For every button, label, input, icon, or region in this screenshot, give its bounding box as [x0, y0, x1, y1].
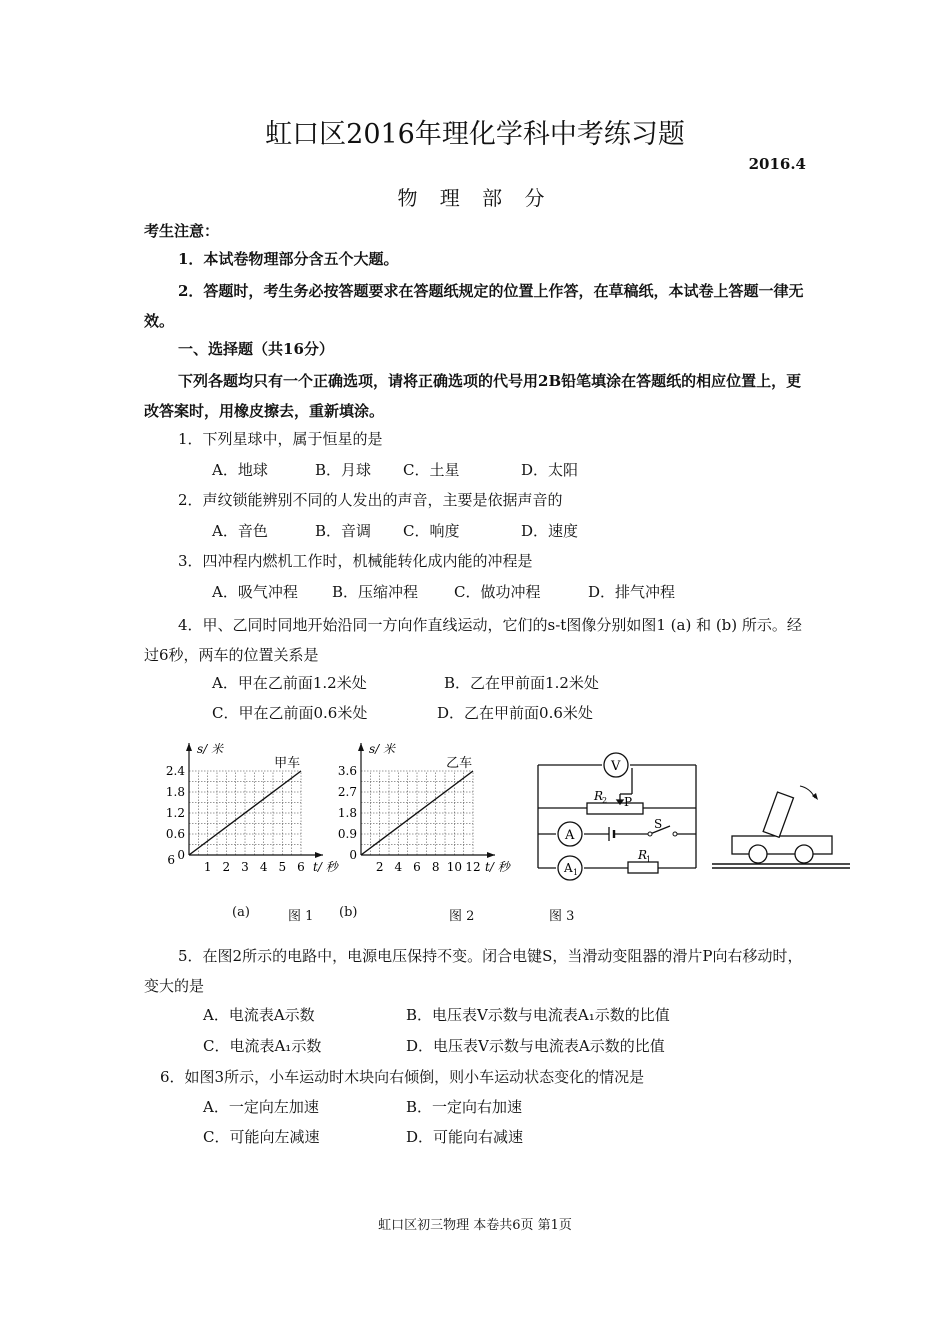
q6-option-d: D．可能向右减速: [406, 1128, 524, 1146]
ammeter1-label: A: [564, 861, 573, 875]
ammeter-label: A: [565, 828, 575, 843]
notice-item-2: 2．答题时，考生务必按答题要求在答题纸规定的位置上作答，在草稿纸，本试卷上答题一律无效。: [144, 282, 804, 330]
q1-option-d: D．太阳: [521, 461, 579, 479]
fig2-caption: 图 2: [449, 909, 475, 924]
x-tick-label: 12: [465, 860, 481, 874]
q1-option-c: C．土星: [403, 461, 460, 479]
wooden-block: [763, 792, 793, 837]
q2-option-a: A．音色: [212, 522, 268, 540]
y-tick-label: 0.9: [337, 827, 357, 841]
y-tick-label: 1.2: [165, 806, 185, 820]
y-tick-label: 1.8: [337, 806, 357, 820]
q4-option-a: A．甲在乙前面1.2米处: [212, 674, 367, 692]
fig1-caption: 图 1: [288, 909, 314, 924]
x-tick-label: 1: [203, 860, 212, 874]
x-tick-label: 5: [278, 860, 287, 874]
question-2-stem: 2．声纹锁能辨别不同的人发出的声音，主要是依据声音的: [178, 491, 563, 509]
y-axis-label: s/ 米: [197, 742, 224, 756]
q6-option-a: A．一定向左加速: [203, 1098, 319, 1116]
section-subtitle: 物 理 部 分: [397, 186, 553, 210]
q4-option-c: C．甲在乙前面0.6米处: [212, 704, 368, 722]
slider-label: P: [624, 795, 633, 809]
q4-option-d: D．乙在甲前面0.6米处: [437, 704, 593, 722]
notice-heading: 考生注意：: [144, 222, 220, 240]
y-tick-label: 3.6: [337, 764, 357, 778]
y-axis-arrow-icon: [358, 743, 364, 751]
figure-3-cart: [710, 778, 855, 878]
q3-option-d: D．排气冲程: [588, 583, 676, 601]
x-tick-label: 3: [241, 860, 249, 874]
r1-subscript: 1: [646, 855, 652, 864]
q1-option-b: B．月球: [315, 461, 372, 479]
q4-option-b: B．乙在甲前面1.2米处: [444, 674, 599, 692]
series-title-label: 甲车: [274, 756, 301, 771]
x-tick-label: 6: [413, 860, 421, 874]
series-title-label: 乙车: [446, 756, 473, 771]
x-axis-arrow-icon: [487, 852, 495, 858]
q2-option-c: C．响度: [403, 522, 460, 540]
x-tick-label: 2: [375, 860, 384, 874]
r2-label: R: [594, 789, 604, 803]
q5-option-d: D．电压表V示数与电流表A示数的比值: [406, 1037, 665, 1055]
ammeter1-subscript: 1: [573, 868, 579, 877]
x-tick-label: 10: [446, 860, 462, 874]
x-axis-label: t/ 秒: [485, 860, 510, 874]
page-title: 虹口区2016年理化学科中考练习题: [265, 119, 685, 150]
switch-label: S: [654, 817, 663, 831]
fig3-caption: 图 3: [549, 909, 575, 924]
y-axis-label: s/ 米: [369, 742, 396, 756]
question-4-stem: 4．甲、乙同时同地开始沿同一方向作直线运动，它们的s-t图像分别如图1 (a) 和 (b) 所示。经过6秒，两车的位置关系是: [144, 616, 802, 664]
q6-option-c: C．可能向左减速: [203, 1128, 320, 1146]
x-axis-label: t/ 秒: [313, 860, 338, 874]
r1-label: R: [638, 848, 648, 862]
fig1a-label: (a): [232, 905, 250, 920]
question-3-stem: 3．四冲程内燃机工作时，机械能转化成内能的冲程是: [178, 552, 533, 570]
q6-option-b: B．一定向右加速: [406, 1098, 523, 1116]
q2-option-b: B．音调: [315, 522, 372, 540]
x-tick-label: 4: [394, 860, 403, 874]
q3-option-a: A．吸气冲程: [212, 583, 298, 601]
q3-option-c: C．做功冲程: [454, 583, 541, 601]
x-tick-label: 2: [222, 860, 231, 874]
notice-item-1: 1．本试卷物理部分含五个大题。: [178, 250, 399, 268]
q5-option-b: B．电压表V示数与电流表A₁示数的比值: [406, 1006, 670, 1024]
y-tick-label: 2.4: [165, 764, 185, 778]
x-tick-label: 4: [259, 860, 268, 874]
y-extra-label: 6: [167, 853, 175, 867]
q3-option-b: B．压缩冲程: [332, 583, 419, 601]
r2-subscript: 2: [602, 796, 608, 805]
origin-label: 0: [177, 848, 185, 862]
y-tick-label: 1.8: [165, 785, 185, 799]
q1-option-a: A．地球: [212, 461, 268, 479]
page-footer: 虹口区初三物理 本卷共6页 第1页: [378, 1218, 572, 1233]
cart-wheel-left: [749, 845, 767, 863]
section1-heading: 一、选择题（共16分）: [178, 340, 334, 358]
fig1b-label: (b): [339, 905, 358, 920]
cart-body: [732, 836, 832, 854]
y-tick-label: 2.7: [337, 785, 357, 799]
q5-option-a: A．电流表A示数: [203, 1006, 315, 1024]
x-tick-label: 6: [297, 860, 305, 874]
question-6-stem: 6．如图3所示，小车运动时木块向右倾倒，则小车运动状态变化的情况是: [160, 1068, 645, 1086]
x-tick-label: 8: [431, 860, 440, 874]
section1-instruction: 下列各题均只有一个正确选项，请将正确选项的代号用2B铅笔填涂在答题纸的相应位置上，更改答案时，用橡皮擦去，重新填涂。: [144, 372, 802, 420]
exam-date: 2016.4: [748, 155, 806, 173]
q2-option-d: D．速度: [521, 522, 579, 540]
figure-1a-chart: [160, 730, 350, 885]
question-1-stem: 1．下列星球中，属于恒星的是: [178, 430, 383, 448]
q5-option-c: C．电流表A₁示数: [203, 1037, 322, 1055]
r2-rheostat: [587, 803, 643, 814]
cart-wheel-right: [795, 845, 813, 863]
voltmeter-label: V: [611, 759, 621, 774]
question-5-stem: 5．在图2所示的电路中，电源电压保持不变。闭合电键S，当滑动变阻器的滑片P向右移动时，变大的是: [144, 947, 803, 995]
figure-1b-chart: [330, 730, 530, 885]
figure-2-circuit: [530, 748, 700, 888]
x-axis-arrow-icon: [315, 852, 323, 858]
origin-label: 0: [349, 848, 357, 862]
y-axis-arrow-icon: [186, 743, 192, 751]
y-tick-label: 0.6: [165, 827, 185, 841]
